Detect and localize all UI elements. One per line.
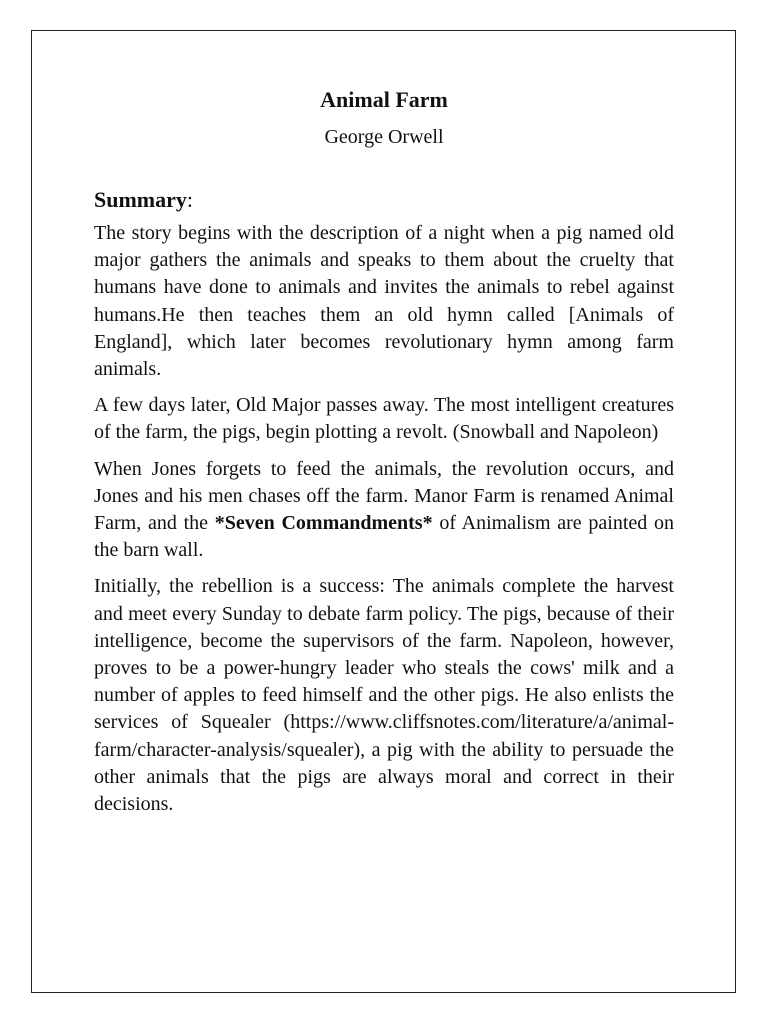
paragraph-3-text-after: of Animalism are painted on the barn wall. xyxy=(94,512,674,562)
summary-paragraph-1: The story begins with the description of a night when a pig named old major gathers the animals and speaks to them about the cruelty that humans have done to animals and invites the animals to rebel against humans.He then teaches them an old hymn called [Animals of England], which later becomes revolutionary hymn among farm animals. xyxy=(94,222,674,381)
summary-paragraph-3 xyxy=(94,456,674,565)
document-author: George Orwell xyxy=(324,126,444,148)
summary-paragraph-4: Initially, the rebellion is a success: The animals complete the harvest and meet every Sunday to debate farm policy. The pigs, because of their intelligence, become the supervisors of the farm. Napoleon, however, proves to be a power-hungry leader who steals the cows' milk and a number of apples to feed himself and the other pigs. He also enlists the services of Squealer (https://www.cliffsnotes.com/literature/a/animal-farm/character-analysis/squealer), a pig with the ability to persuade the other animals that the pigs are always moral and correct in their decisions. xyxy=(94,575,674,816)
document-title: Animal Farm xyxy=(320,87,448,112)
document-content xyxy=(94,86,674,818)
summary-heading xyxy=(94,186,674,214)
summary-colon: : xyxy=(186,187,194,212)
summary-label: Summary xyxy=(94,187,187,212)
document-page xyxy=(31,30,736,993)
summary-paragraph-2: A few days later, Old Major passes away. The most intelligent creatures of the farm, the pigs, begin plotting a revolt. (Snowball and Napoleon) xyxy=(94,394,674,444)
paragraph-3-text-before: When Jones forgets to feed the animals, the revolution occurs, and Jones and his men chases off the farm. Manor Farm is renamed Animal Farm, and the xyxy=(94,457,674,535)
seven-commandments-bold: *Seven Commandments* xyxy=(214,512,433,535)
